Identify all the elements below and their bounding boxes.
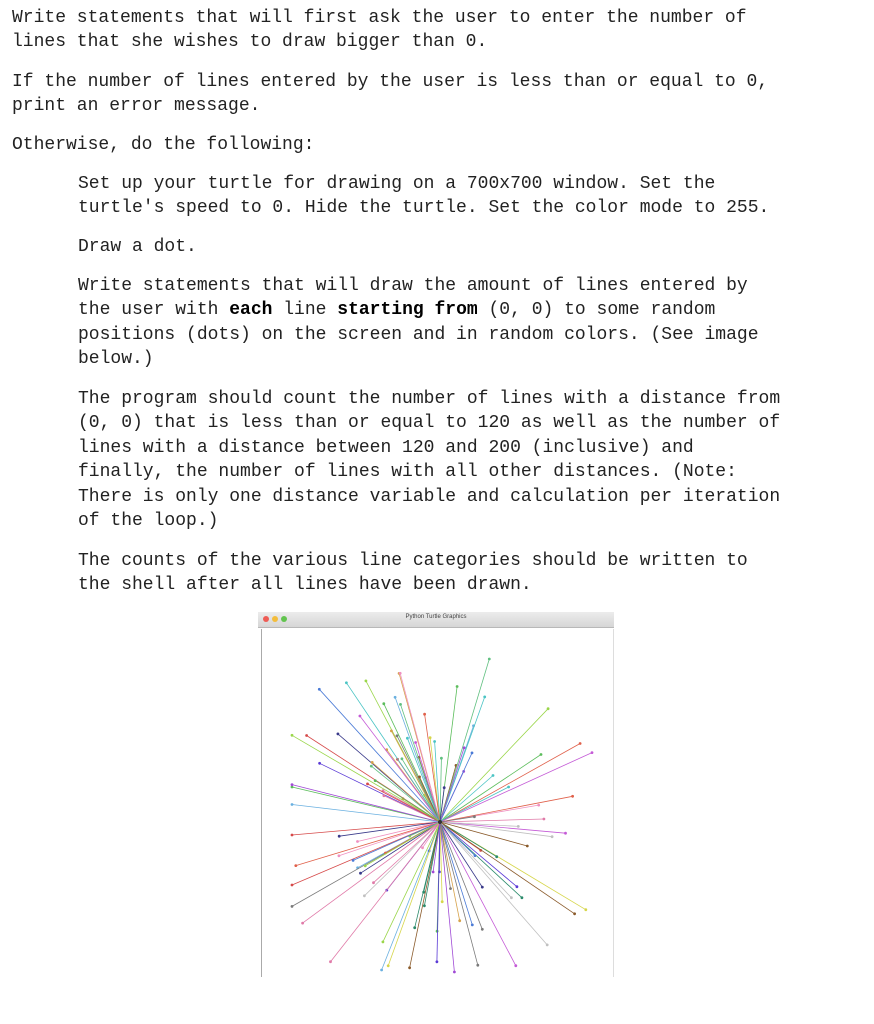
endpoint-dot: [363, 894, 366, 897]
text-line: Set up your turtle for drawing on a 700x700 window. Set the: [78, 174, 716, 194]
endpoint-dot: [546, 944, 549, 947]
endpoint-dot: [540, 753, 543, 756]
text-line: Draw a dot.: [78, 237, 197, 257]
endpoint-dot: [352, 859, 355, 862]
text-line: Otherwise, do the following:: [12, 135, 315, 155]
endpoint-dot: [543, 818, 546, 821]
endpoint-dot: [429, 736, 432, 739]
endpoint-dot: [537, 804, 540, 807]
endpoint-dot: [483, 696, 486, 699]
endpoint-dot: [291, 905, 294, 908]
endpoint-dot: [305, 734, 308, 737]
endpoint-dot: [294, 864, 297, 867]
endpoint-dot: [301, 922, 304, 925]
endpoint-dot: [463, 746, 466, 749]
endpoint-dot: [318, 688, 321, 691]
bold-each: each: [229, 300, 273, 321]
text-segment: (0, 0) to some random: [477, 300, 716, 321]
endpoint-dot: [366, 783, 369, 786]
endpoint-dot: [423, 904, 426, 907]
endpoint-dot: [396, 734, 399, 737]
endpoint-dot: [481, 886, 484, 889]
endpoint-dot: [474, 854, 477, 857]
endpoint-dot: [436, 960, 439, 963]
endpoint-dot: [471, 752, 474, 755]
text-line: lines that she wishes to draw bigger than 0.: [12, 32, 488, 53]
text-line: the shell after all lines have been drawn.: [78, 575, 532, 596]
instruction-otherwise: [12, 133, 314, 157]
endpoint-dot: [387, 964, 390, 967]
endpoint-dot: [521, 896, 524, 899]
text-line: turtle's speed to 0. Hide the turtle. Set the color mode to 255.: [78, 198, 770, 219]
text-line: lines with a distance between 120 and 200 (inclusive) and: [78, 437, 694, 458]
endpoint-dot: [408, 966, 411, 969]
turtle-canvas: [261, 629, 614, 977]
text-line: The program should count the number of lines with a distance from: [78, 389, 781, 409]
endpoint-dot: [345, 681, 348, 684]
random-line: [346, 683, 440, 822]
endpoint-dot: [591, 751, 594, 754]
endpoint-dot: [365, 680, 368, 683]
endpoint-dot: [406, 737, 409, 740]
endpoint-dot: [359, 872, 362, 875]
endpoint-dot: [579, 742, 582, 745]
random-line: [440, 697, 485, 822]
endpoint-dot: [380, 969, 383, 972]
instruction-draw-dot: [78, 235, 197, 259]
endpoint-dot: [338, 854, 341, 857]
endpoint-dot: [584, 908, 587, 911]
random-line: [440, 822, 552, 837]
endpoint-dot: [433, 740, 436, 743]
endpoint-dot: [458, 919, 461, 922]
endpoint-dot: [423, 713, 426, 716]
endpoint-dot: [421, 846, 424, 849]
instruction-ask-lines: [12, 6, 747, 55]
random-line: [440, 822, 482, 929]
text-line: There is only one distance variable and calculation per iteration: [78, 486, 781, 507]
random-line: [440, 822, 517, 887]
endpoint-dot: [443, 786, 446, 789]
endpoint-dot: [551, 835, 554, 838]
endpoint-dot: [526, 845, 529, 848]
endpoint-dot: [291, 803, 294, 806]
window-title: Python Turtle Graphics: [405, 614, 467, 620]
endpoint-dot: [414, 741, 417, 744]
text-line: print an error message.: [12, 96, 261, 117]
endpoint-dot: [547, 707, 550, 710]
random-lines-drawing: [262, 629, 613, 977]
endpoint-dot: [374, 779, 377, 782]
instruction-error: [12, 70, 768, 119]
endpoint-dot: [382, 702, 385, 705]
text-line: If the number of lines entered by the user is less than or equal to 0,: [12, 72, 769, 92]
random-line: [440, 659, 489, 822]
random-line: [292, 805, 440, 823]
endpoint-dot: [492, 774, 495, 777]
endpoint-dot: [456, 685, 459, 688]
instruction-draw-lines: [78, 274, 759, 372]
instruction-setup-turtle: [78, 172, 769, 221]
endpoint-dot: [318, 762, 321, 765]
text-line: below.): [78, 349, 154, 370]
endpoint-dot: [359, 715, 362, 718]
endpoint-dot: [571, 795, 574, 798]
random-line: [388, 822, 440, 966]
endpoint-dot: [481, 928, 484, 931]
text-line: The counts of the various line categories should be written to: [78, 551, 748, 571]
turtle-graphics-window: [258, 612, 614, 978]
endpoint-dot: [291, 786, 294, 789]
endpoint-dot: [291, 783, 294, 786]
text-segment: line: [272, 300, 338, 321]
text-line: Write statements that will first ask the user to enter the number of: [12, 8, 747, 28]
instruction-count-distances: [78, 387, 780, 533]
endpoint-dot: [329, 960, 332, 963]
endpoint-dot: [356, 840, 359, 843]
endpoint-dot: [418, 776, 421, 779]
endpoint-dot: [399, 672, 402, 675]
endpoint-dot: [337, 733, 340, 736]
endpoint-dot: [383, 794, 386, 797]
endpoint-dot: [413, 926, 416, 929]
text-line: (0, 0) that is less than or equal to 120 as well as the number of: [78, 413, 781, 434]
text-line: positions (dots) on the screen and in random colors. (See image: [78, 324, 759, 345]
endpoint-dot: [401, 757, 404, 760]
window-titlebar[interactable]: [258, 612, 614, 628]
text-segment: the user with: [78, 300, 230, 321]
endpoint-dot: [291, 834, 294, 837]
text-line: [78, 298, 759, 322]
endpoint-dot: [436, 930, 439, 933]
endpoint-dot: [507, 786, 510, 789]
text-line: Write statements that will draw the amount of lines entered by: [78, 276, 748, 296]
endpoint-dot: [473, 815, 476, 818]
endpoint-dot: [371, 761, 374, 764]
endpoint-dot: [390, 730, 393, 733]
endpoint-dot: [510, 896, 513, 899]
instruction-write-counts: [78, 549, 748, 598]
endpoint-dot: [495, 855, 498, 858]
endpoint-dot: [517, 825, 520, 828]
random-line: [440, 822, 566, 833]
endpoint-dot: [432, 871, 435, 874]
endpoint-dot: [449, 887, 452, 890]
endpoint-dot: [364, 865, 367, 868]
endpoint-dot: [338, 835, 341, 838]
origin-dot: [438, 820, 442, 824]
endpoint-dot: [514, 964, 517, 967]
endpoint-dot: [440, 757, 443, 760]
endpoint-dot: [372, 881, 375, 884]
endpoint-dot: [291, 884, 294, 887]
random-line: [440, 753, 592, 822]
random-line: [365, 822, 440, 866]
endpoint-dot: [399, 703, 402, 706]
endpoint-dot: [370, 765, 373, 768]
endpoint-dot: [291, 734, 294, 737]
endpoint-dot: [516, 885, 519, 888]
endpoint-dot: [573, 912, 576, 915]
text-line: of the loop.): [78, 511, 219, 532]
text-line: finally, the number of lines with all other distances. (Note:: [78, 462, 737, 483]
endpoint-dot: [441, 900, 444, 903]
random-line: [440, 822, 511, 898]
endpoint-dot: [488, 658, 491, 661]
endpoint-dot: [564, 832, 567, 835]
endpoint-dot: [453, 971, 456, 974]
endpoint-dot: [394, 696, 397, 699]
endpoint-dot: [382, 941, 385, 944]
endpoint-dot: [476, 964, 479, 967]
bold-starting-from: starting from: [337, 300, 478, 321]
endpoint-dot: [471, 924, 474, 927]
